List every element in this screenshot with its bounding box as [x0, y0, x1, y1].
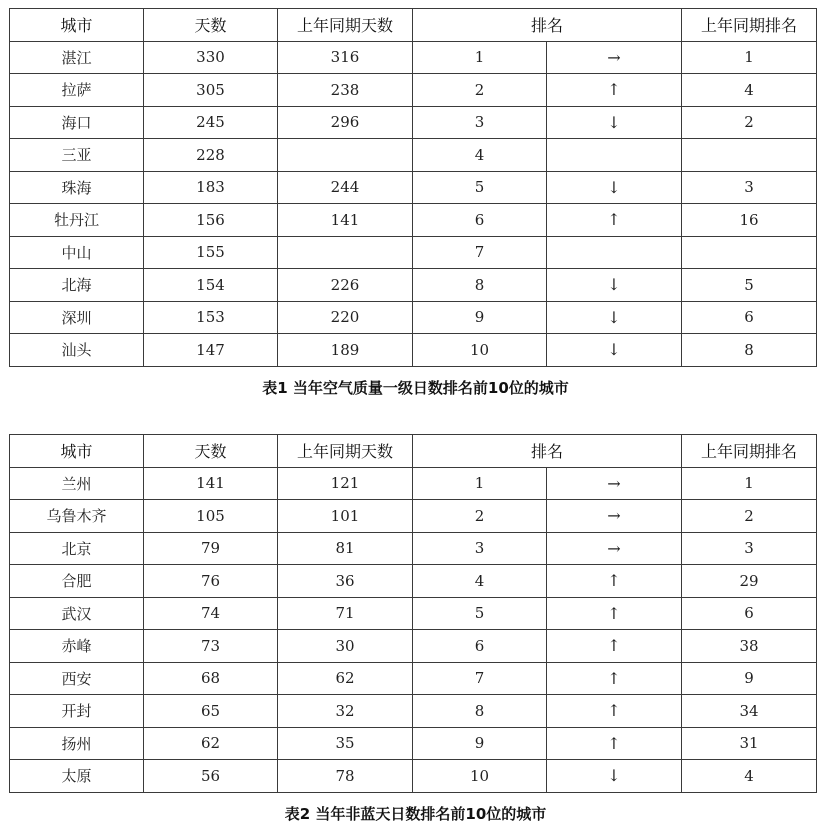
city-cell: 拉萨: [10, 74, 144, 107]
prev-rank-cell: 2: [682, 106, 817, 139]
prev-rank-cell: 4: [682, 74, 817, 107]
city-cell: 西安: [10, 662, 144, 695]
header-rank: 排名: [413, 9, 682, 42]
days-cell: 228: [144, 139, 278, 172]
table-body: [10, 41, 817, 366]
days-cell: 74: [144, 597, 278, 630]
trend-arrow-icon: ↑: [547, 74, 682, 107]
trend-arrow-icon: ↑: [547, 727, 682, 760]
header-days: 天数: [144, 9, 278, 42]
table-row: [10, 727, 817, 760]
city-cell: 汕头: [10, 334, 144, 367]
days-cell: 65: [144, 695, 278, 728]
table-row: [10, 41, 817, 74]
prev-days-cell: 35: [278, 727, 413, 760]
rank-cell: 9: [413, 301, 547, 334]
prev-days-cell: 121: [278, 467, 413, 500]
trend-arrow-icon: ↑: [547, 204, 682, 237]
days-cell: 156: [144, 204, 278, 237]
trend-arrow-icon: ↓: [547, 269, 682, 302]
days-cell: 56: [144, 760, 278, 793]
prev-rank-cell: 31: [682, 727, 817, 760]
days-cell: 330: [144, 41, 278, 74]
table1-caption: 表1 当年空气质量一级日数排名前10位的城市: [262, 379, 569, 397]
trend-arrow-icon: [547, 236, 682, 269]
prev-days-cell: 226: [278, 269, 413, 302]
city-cell: 赤峰: [10, 630, 144, 663]
prev-days-cell: 220: [278, 301, 413, 334]
header-city: 城市: [10, 9, 144, 42]
rank-cell: 2: [413, 500, 547, 533]
rank-cell: 10: [413, 334, 547, 367]
city-cell: 湛江: [10, 41, 144, 74]
rank-cell: 4: [413, 139, 547, 172]
header-prev-days: 上年同期天数: [278, 9, 413, 42]
rank-cell: 3: [413, 106, 547, 139]
prev-rank-cell: 29: [682, 565, 817, 598]
header-prev-days: 上年同期天数: [278, 435, 413, 468]
trend-arrow-icon: [547, 139, 682, 172]
trend-arrow-icon: ↑: [547, 630, 682, 663]
table2-caption: 表2 当年非蓝天日数排名前10位的城市: [284, 805, 547, 823]
table-row: [10, 334, 817, 367]
days-cell: 245: [144, 106, 278, 139]
rank-cell: 7: [413, 236, 547, 269]
prev-days-cell: 189: [278, 334, 413, 367]
table-row: [10, 565, 817, 598]
prev-days-cell: 316: [278, 41, 413, 74]
prev-days-cell: [278, 139, 413, 172]
non-blue-sky-table: [9, 434, 817, 793]
city-cell: 三亚: [10, 139, 144, 172]
prev-rank-cell: 1: [682, 467, 817, 500]
air-quality-table: [9, 8, 817, 367]
city-cell: 深圳: [10, 301, 144, 334]
prev-rank-cell: 2: [682, 500, 817, 533]
rank-cell: 3: [413, 532, 547, 565]
table-row: [10, 204, 817, 237]
rank-cell: 5: [413, 171, 547, 204]
table-row: [10, 662, 817, 695]
prev-days-cell: 101: [278, 500, 413, 533]
city-cell: 扬州: [10, 727, 144, 760]
header-rank: 排名: [413, 435, 682, 468]
days-cell: 62: [144, 727, 278, 760]
header-prev-rank: 上年同期排名: [682, 435, 817, 468]
table-row: [10, 139, 817, 172]
prev-days-cell: 238: [278, 74, 413, 107]
prev-rank-cell: [682, 139, 817, 172]
days-cell: 76: [144, 565, 278, 598]
table-row: [10, 269, 817, 302]
city-cell: 牡丹江: [10, 204, 144, 237]
city-cell: 武汉: [10, 597, 144, 630]
prev-rank-cell: 1: [682, 41, 817, 74]
table-row: [10, 597, 817, 630]
prev-days-cell: 32: [278, 695, 413, 728]
trend-arrow-icon: ↓: [547, 334, 682, 367]
rank-cell: 7: [413, 662, 547, 695]
city-cell: 珠海: [10, 171, 144, 204]
city-cell: 海口: [10, 106, 144, 139]
rank-cell: 1: [413, 41, 547, 74]
prev-days-cell: 30: [278, 630, 413, 663]
rank-cell: 4: [413, 565, 547, 598]
table-row: [10, 630, 817, 663]
prev-days-cell: 81: [278, 532, 413, 565]
trend-arrow-icon: →: [547, 532, 682, 565]
city-cell: 兰州: [10, 467, 144, 500]
prev-rank-cell: 3: [682, 171, 817, 204]
trend-arrow-icon: ↑: [547, 565, 682, 598]
table-header-row: [10, 9, 817, 42]
table-row: [10, 301, 817, 334]
header-prev-rank: 上年同期排名: [682, 9, 817, 42]
prev-rank-cell: 3: [682, 532, 817, 565]
header-days: 天数: [144, 435, 278, 468]
days-cell: 183: [144, 171, 278, 204]
prev-rank-cell: 9: [682, 662, 817, 695]
rank-cell: 6: [413, 630, 547, 663]
table-row: [10, 74, 817, 107]
trend-arrow-icon: ↓: [547, 760, 682, 793]
days-cell: 105: [144, 500, 278, 533]
table-row: [10, 695, 817, 728]
prev-rank-cell: 4: [682, 760, 817, 793]
trend-arrow-icon: ↑: [547, 662, 682, 695]
trend-arrow-icon: ↓: [547, 106, 682, 139]
prev-days-cell: 71: [278, 597, 413, 630]
table-row: [10, 760, 817, 793]
prev-rank-cell: [682, 236, 817, 269]
prev-rank-cell: 38: [682, 630, 817, 663]
trend-arrow-icon: ↑: [547, 695, 682, 728]
city-cell: 中山: [10, 236, 144, 269]
rank-cell: 8: [413, 695, 547, 728]
trend-arrow-icon: →: [547, 41, 682, 74]
city-cell: 合肥: [10, 565, 144, 598]
city-cell: 乌鲁木齐: [10, 500, 144, 533]
rank-cell: 6: [413, 204, 547, 237]
days-cell: 155: [144, 236, 278, 269]
days-cell: 153: [144, 301, 278, 334]
days-cell: 79: [144, 532, 278, 565]
days-cell: 305: [144, 74, 278, 107]
prev-days-cell: [278, 236, 413, 269]
prev-rank-cell: 6: [682, 301, 817, 334]
prev-days-cell: 141: [278, 204, 413, 237]
prev-rank-cell: 16: [682, 204, 817, 237]
trend-arrow-icon: ↓: [547, 301, 682, 334]
table-row: [10, 171, 817, 204]
rank-cell: 2: [413, 74, 547, 107]
prev-days-cell: 296: [278, 106, 413, 139]
trend-arrow-icon: ↑: [547, 597, 682, 630]
trend-arrow-icon: →: [547, 467, 682, 500]
days-cell: 68: [144, 662, 278, 695]
city-cell: 开封: [10, 695, 144, 728]
rank-cell: 8: [413, 269, 547, 302]
prev-days-cell: 244: [278, 171, 413, 204]
table-row: [10, 106, 817, 139]
city-cell: 北京: [10, 532, 144, 565]
days-cell: 73: [144, 630, 278, 663]
table-row: [10, 532, 817, 565]
days-cell: 147: [144, 334, 278, 367]
trend-arrow-icon: ↓: [547, 171, 682, 204]
city-cell: 北海: [10, 269, 144, 302]
prev-rank-cell: 6: [682, 597, 817, 630]
days-cell: 154: [144, 269, 278, 302]
rank-cell: 10: [413, 760, 547, 793]
city-cell: 太原: [10, 760, 144, 793]
rank-cell: 1: [413, 467, 547, 500]
prev-days-cell: 36: [278, 565, 413, 598]
days-cell: 141: [144, 467, 278, 500]
header-city: 城市: [10, 435, 144, 468]
prev-rank-cell: 34: [682, 695, 817, 728]
table-row: [10, 467, 817, 500]
table-row: [10, 500, 817, 533]
table-header-row: [10, 435, 817, 468]
rank-cell: 5: [413, 597, 547, 630]
rank-cell: 9: [413, 727, 547, 760]
trend-arrow-icon: →: [547, 500, 682, 533]
prev-rank-cell: 8: [682, 334, 817, 367]
table-body: [10, 467, 817, 792]
prev-days-cell: 78: [278, 760, 413, 793]
prev-rank-cell: 5: [682, 269, 817, 302]
table-row: [10, 236, 817, 269]
prev-days-cell: 62: [278, 662, 413, 695]
